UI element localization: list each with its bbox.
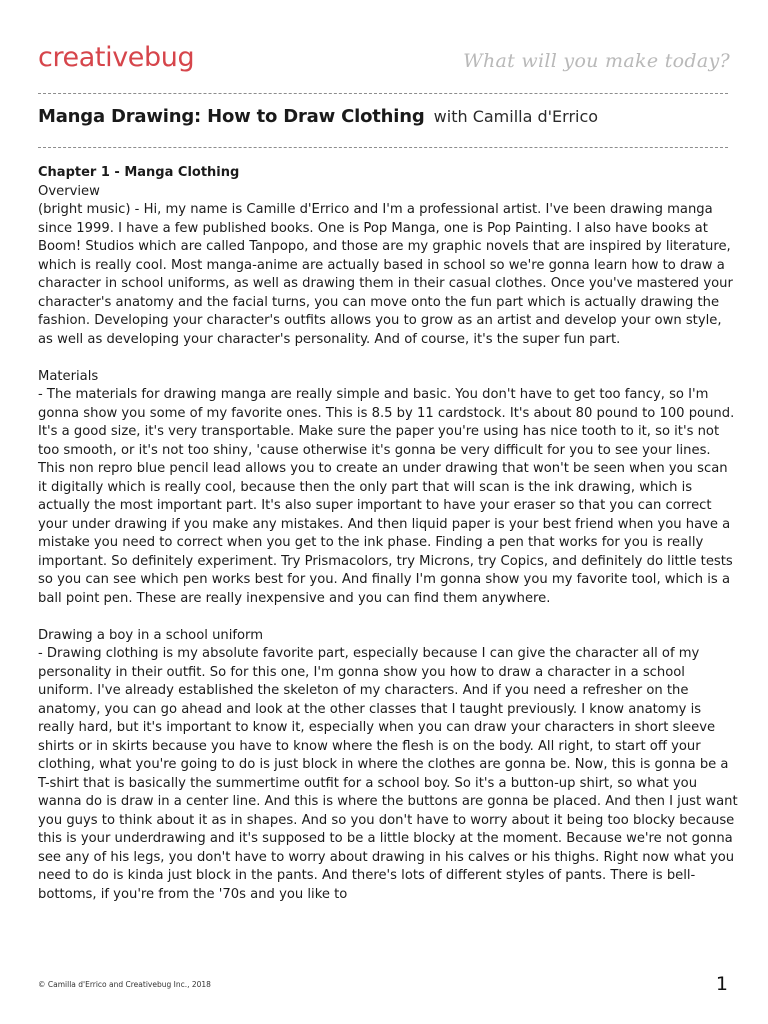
section-spacer [38,608,738,627]
section-spacer [38,349,738,368]
section-heading: Overview [38,183,100,199]
section-overview [38,183,738,350]
section-heading: Drawing a boy in a school uniform [38,627,264,643]
title-divider [38,147,728,148]
tagline: What will you make today? [463,50,730,72]
page-number: 1 [715,973,728,995]
copyright-notice: © Camilla d'Errico and Creativebug Inc., 2018 [38,980,211,989]
section-text: (bright music) - Hi, my name is Camille d'Errico and I'm a professional artist. I've been drawing manga since 1999. I have a few published books. One is Pop Manga, one is Pop Painting. I also have books at Boom! Studios which are called Tanpopo, and those are my graphic novels that are inspired by literature, which is really cool. Most manga-anime are actually based in school so we're gonna learn how to draw a character in school uniforms, as well as drawing them in their casual clothes. Once you've mastered your character's anatomy and the facial turns, you can move onto the fun part which is actually drawing the fashion. Developing your character's outfits allows you to grow as an artist and develop your own style, as well as developing your character's personality. And of course, it's the super fun part. [38,202,733,347]
section-drawing-boy [38,627,738,905]
header-divider [38,93,728,94]
transcript-body [38,164,738,904]
section-text: - Drawing clothing is my absolute favorite part, especially because I can give the character all of my personality in their outfit. So for this one, I'm gonna show you how to draw a character in a school uniform. I've already established the skeleton of my characters. And if you need a refresher on the anatomy, you can go ahead and look at the other classes that I taught previously. I know anatomy is really hard, but it's important to know it, especially when you can draw your characters in short sleeve shirts or in skirts because you have to know where the flesh is on the body. All right, to start off your clothing, what you're going to do is just block in where the clothes are gonna be. Now, this is gonna be a T-shirt that is basically the summertime outfit for a school boy. So it's a button-up shirt, so what you wanna do is draw in a center line. And this is where the buttons are gonna be placed. And then I just want you guys to think about it as in shapes. And so you don't have to worry about it being too blocky because this is your underdrawing and it's supposed to be a little blocky at the moment. Because we're not gonna see any of his legs, you don't have to worry about drawing in his calves or his thighs. Right now what you need to do is kinda just block in the pants. And there's lots of different styles of pants. There is bell-bottoms, if you're from the '70s and you like to [38,646,738,902]
title-line [38,106,598,127]
document-title: Manga Drawing: How to Draw Clothing [38,106,425,127]
creativebug-logo: creativebug [38,42,195,73]
chapter-heading: Chapter 1 - Manga Clothing [38,165,240,180]
section-text: - The materials for drawing manga are really simple and basic. You don't have to get too fancy, so I'm gonna show you some of my favorite ones. This is 8.5 by 11 cardstock. It's about 80 pound to 100 pound. It's a good size, it's very transportable. Make sure the paper you're using has nice tooth to it, so it's not too smooth, or it's not too shiny, 'cause otherwise it's gonna be very difficult for you to see your lines. This non repro blue pencil lead allows you to create an under drawing that won't be seen when you scan it digitally which is really cool, because then the only part that will scan is the ink drawing, which is actually the most important part. It's also super important to have your eraser so that you can correct your under drawing if you make any mistakes. And then liquid paper is your best friend when you have a mistake you need to correct when you get to the ink phase. Finding a pen that works for you is really important. So definitely experiment. Try Prismacolors, try Microns, try Copics, and definitely do little tests so you can see which pen works best for you. And finally I'm gonna show you my favorite tool, which is a ball point pen. These are really inexpensive and you can find them anywhere. [38,387,735,606]
section-heading: Materials [38,368,99,384]
section-materials [38,368,738,609]
document-byline: with Camilla d'Errico [433,107,599,126]
